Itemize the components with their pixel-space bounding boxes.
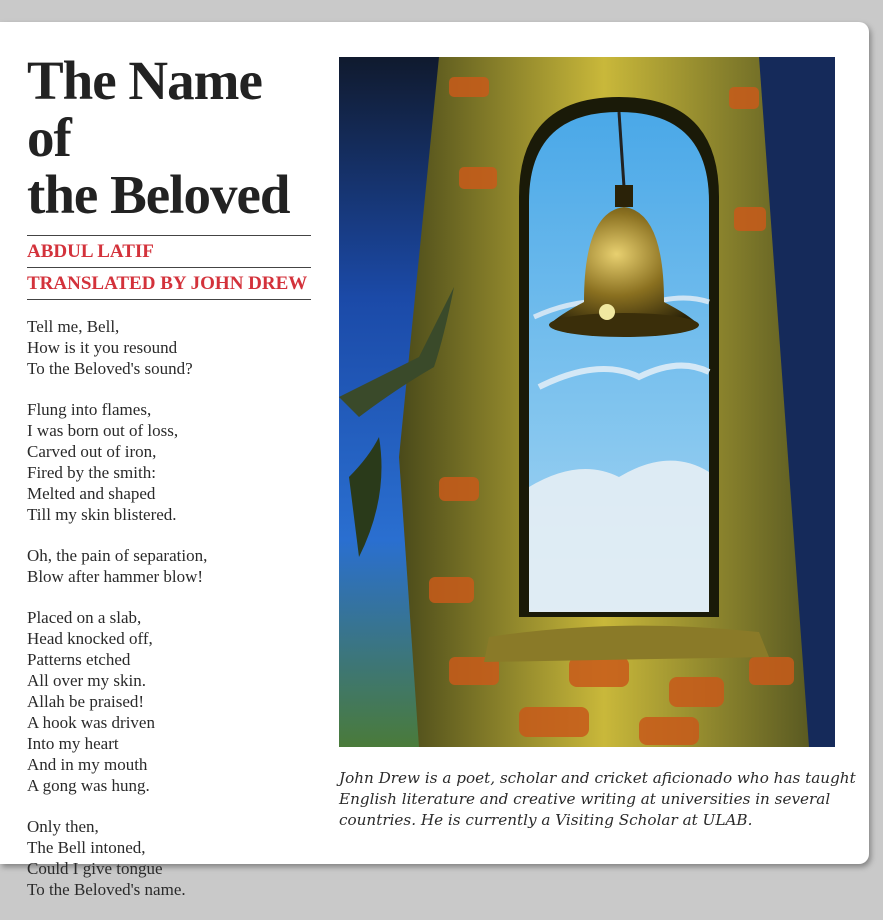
poem-line: Patterns etched <box>27 650 131 669</box>
article-title: The Name of the Beloved <box>27 50 290 225</box>
poem <box>27 316 311 900</box>
poem-line: Melted and shaped <box>27 484 156 503</box>
author-byline: ABDUL LATIF <box>27 241 154 262</box>
poem-line: Oh, the pain of separation, <box>27 546 208 565</box>
poem-line: How is it you resound <box>27 338 178 357</box>
poem-line: Carved out of iron, <box>27 442 157 461</box>
poem-line: Placed on a slab, <box>27 608 142 627</box>
poem-line: Could I give tongue <box>27 859 163 878</box>
poem-line: Head knocked off, <box>27 629 153 648</box>
poem-line: Blow after hammer blow! <box>27 567 204 586</box>
author-bio-caption <box>339 768 856 831</box>
stanza <box>27 316 311 379</box>
poem-line: The Bell intoned, <box>27 838 146 857</box>
poem-line: To the Beloved's sound? <box>27 359 193 378</box>
poem-line: Tell me, Bell, <box>27 317 120 336</box>
poem-line: And in my mouth <box>27 755 148 774</box>
stanza <box>27 607 311 796</box>
poem-line: A gong was hung. <box>27 776 150 795</box>
article-page <box>0 22 869 899</box>
stanza <box>27 816 311 900</box>
stanza <box>27 545 311 587</box>
poem-line: To the Beloved's name. <box>27 880 186 899</box>
poem-line: A hook was driven <box>27 713 155 732</box>
caption-line: John Drew is a poet, scholar and cricket aficionado who has taught <box>339 769 856 787</box>
caption-line: countries. He is currently a Visiting Scholar at ULAB. <box>339 811 753 829</box>
poem-line: All over my skin. <box>27 671 146 690</box>
stanza <box>27 399 311 525</box>
poem-line: Flung into flames, <box>27 400 152 419</box>
translator-byline: TRANSLATED BY JOHN DREW <box>27 273 308 294</box>
divider <box>27 299 311 300</box>
caption-line: English literature and creative writing at universities in several <box>339 790 831 808</box>
poem-line: Only then, <box>27 817 99 836</box>
poem-line: Fired by the smith: <box>27 463 156 482</box>
article-text-column <box>27 52 311 920</box>
poem-line: I was born out of loss, <box>27 421 179 440</box>
poem-line: Till my skin blistered. <box>27 505 177 524</box>
bell-tower-painting <box>339 57 835 747</box>
poem-line: Allah be praised! <box>27 692 145 711</box>
poem-line: Into my heart <box>27 734 119 753</box>
